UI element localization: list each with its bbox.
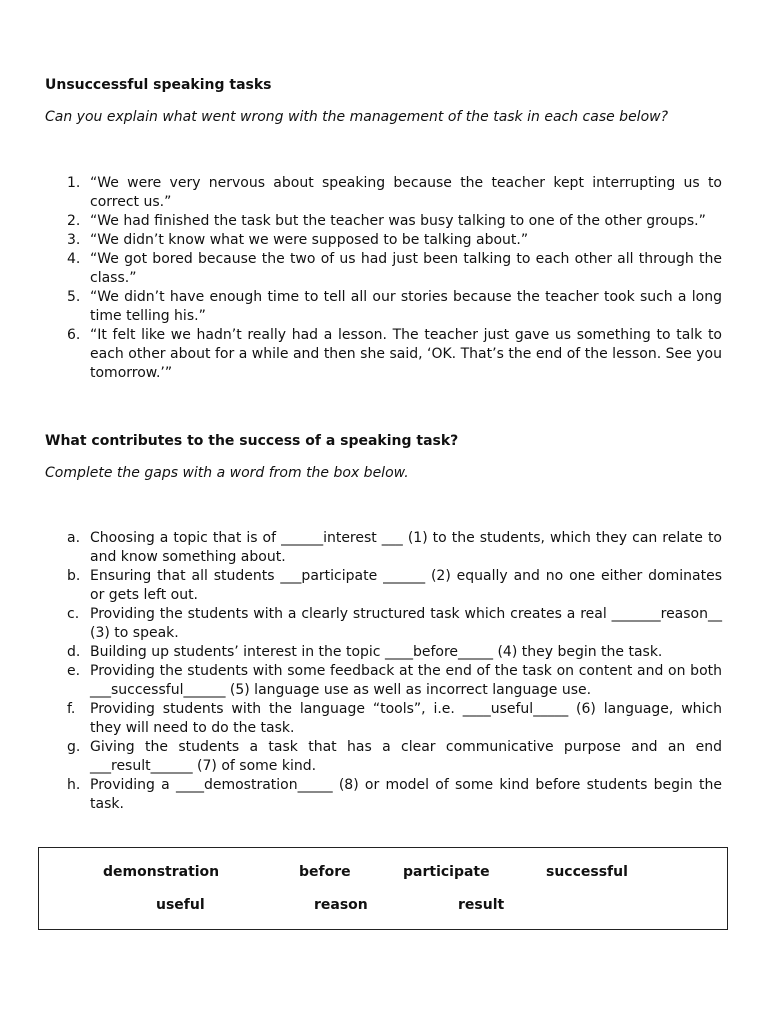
list-marker: 5. [67, 289, 81, 305]
list-marker: 2. [67, 213, 81, 229]
list-marker: d. [67, 644, 81, 660]
list-item-text: Ensuring that all students ___participate ______ (2) equally and no one either dominates or gets left out. [90, 568, 722, 603]
list-item [45, 212, 722, 231]
list-marker: g. [67, 739, 81, 755]
list-item [45, 643, 722, 662]
list-item-text: “We got bored because the two of us had just been talking to each other all through the class.” [90, 251, 722, 286]
list-item-text: “We didn’t know what we were supposed to be talking about.” [90, 232, 529, 248]
word-box-word: useful [156, 897, 205, 913]
list-item [45, 776, 722, 814]
list-item [45, 567, 722, 605]
list-item-text: “We were very nervous about speaking because the teacher kept interrupting us to correct us.” [90, 175, 722, 210]
list-item [45, 174, 722, 212]
list-item [45, 250, 722, 288]
word-box-word: reason [314, 897, 368, 913]
section1-list [45, 174, 722, 383]
word-box-word: successful [546, 864, 628, 880]
list-item-text: “We had finished the task but the teacher was busy talking to one of the other groups.” [90, 213, 706, 229]
section1-heading: Unsuccessful speaking tasks [45, 77, 272, 93]
list-item [45, 738, 722, 776]
list-item [45, 700, 722, 738]
list-item-text: Giving the students a task that has a clear communicative purpose and an end ___result______ (7) of some kind. [90, 739, 722, 774]
list-marker: b. [67, 568, 81, 584]
list-item-text: Providing the students with a clearly structured task which creates a real _______reason__ (3) to speak. [90, 606, 722, 641]
word-box-word: demonstration [103, 864, 220, 880]
word-box-word: result [458, 897, 505, 913]
list-item-text: “It felt like we hadn’t really had a lesson. The teacher just gave us something to talk to each other about for a while and then she said, ‘OK. That’s the end of the lesson. See you tomorrow.’” [90, 327, 722, 381]
list-item [45, 662, 722, 700]
list-marker: c. [67, 606, 80, 622]
list-item [45, 288, 722, 326]
list-marker: f. [67, 701, 76, 717]
list-marker: h. [67, 777, 81, 793]
list-item-text: Providing the students with some feedback at the end of the task on content and on both ___successful______ (5) language use as well as incorrect language use. [90, 663, 722, 698]
list-marker: e. [67, 663, 81, 679]
list-item [45, 326, 722, 383]
word-box [38, 847, 728, 930]
list-item-text: “We didn’t have enough time to tell all our stories because the teacher took such a long time telling his.” [90, 289, 722, 324]
section2-instruction: Complete the gaps with a word from the box below. [45, 465, 409, 481]
list-item [45, 529, 722, 567]
list-item [45, 605, 722, 643]
list-item-text: Providing a ____demostration_____ (8) or model of some kind before students begin the task. [90, 777, 722, 812]
list-marker: a. [67, 530, 81, 546]
list-marker: 1. [67, 175, 81, 191]
list-marker: 6. [67, 327, 81, 343]
word-box-word: before [299, 864, 351, 880]
list-item [45, 231, 722, 250]
word-box-word: participate [403, 864, 490, 880]
list-marker: 4. [67, 251, 81, 267]
section2-heading: What contributes to the success of a speaking task? [45, 433, 459, 449]
list-marker: 3. [67, 232, 81, 248]
section2-list [45, 529, 722, 814]
list-item-text: Providing students with the language “tools”, i.e. ____useful_____ (6) language, which they will need to do the task. [90, 701, 722, 736]
list-item-text: Choosing a topic that is of ______interest ___ (1) to the students, which they can relate to and know something about. [90, 530, 722, 565]
list-item-text: Building up students’ interest in the topic ____before_____ (4) they begin the task. [90, 644, 663, 660]
section1-instruction: Can you explain what went wrong with the management of the task in each case below? [45, 109, 669, 125]
